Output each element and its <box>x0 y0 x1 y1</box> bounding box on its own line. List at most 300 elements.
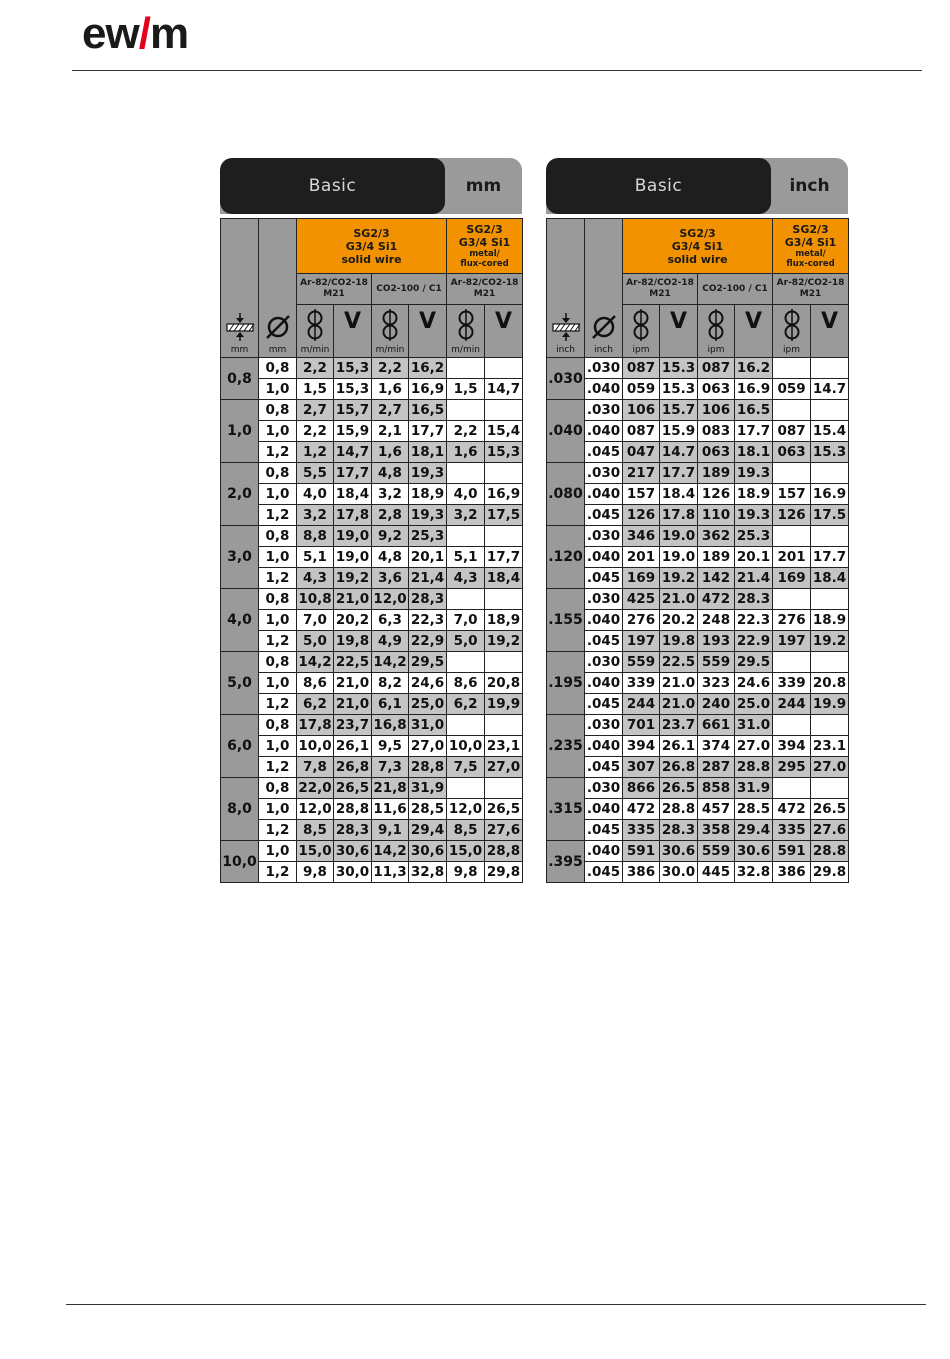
voltage-value: 17.7 <box>811 547 849 568</box>
wire-speed-value: 1,6 <box>372 442 409 463</box>
voltage-value: 17,7 <box>334 463 372 484</box>
wire-speed-value: 2,2 <box>447 421 485 442</box>
gas-c1: CO2-100 / C1 <box>372 274 447 305</box>
wire-speed-value: 6,2 <box>447 694 485 715</box>
wire-speed-value: 2,8 <box>372 505 409 526</box>
wire-speed-value <box>773 715 811 736</box>
diameter-header <box>585 219 623 358</box>
wire-line: metal/ <box>795 249 826 259</box>
wire-speed-value: 9,8 <box>297 862 334 883</box>
wire-speed-value: 346 <box>623 526 660 547</box>
solid-wire-label <box>623 219 773 274</box>
diameter-value: .030 <box>585 652 623 673</box>
gas-line: M21 <box>799 289 822 299</box>
diameter-value: 1,2 <box>259 862 297 883</box>
diameter-value: 1,0 <box>259 673 297 694</box>
voltage-value: 17.7 <box>735 421 773 442</box>
wire-speed-value: 110 <box>698 505 735 526</box>
voltage-value: 16,9 <box>409 379 447 400</box>
wire-line: G3/4 Si1 <box>345 239 398 253</box>
voltage-value: 22.5 <box>660 652 698 673</box>
solid-wire-label <box>297 219 447 274</box>
table-row <box>547 421 849 442</box>
voltage-header <box>334 305 372 358</box>
wire-speed-header <box>623 305 660 358</box>
wire-speed-value: 8,8 <box>297 526 334 547</box>
wire-speed-value <box>447 400 485 421</box>
wire-speed-value: 335 <box>623 820 660 841</box>
gas-line: Ar-82/CO2-18 <box>626 278 694 288</box>
diameter-value: 1,0 <box>259 421 297 442</box>
unit-text: m/min <box>300 345 330 355</box>
icon-wrap <box>773 309 810 348</box>
thickness-value: .195 <box>547 652 585 715</box>
voltage-value: 21.4 <box>735 568 773 589</box>
wire-speed-value: 276 <box>623 610 660 631</box>
voltage-value: 15.3 <box>811 442 849 463</box>
voltage-value: 26,5 <box>485 799 523 820</box>
wire-speed-value: 1,2 <box>297 442 334 463</box>
voltage-value: 19,3 <box>409 505 447 526</box>
voltage-value: 32,8 <box>409 862 447 883</box>
table-row <box>547 358 849 379</box>
thickness-value: .030 <box>547 358 585 400</box>
voltage-value: 29.4 <box>735 820 773 841</box>
voltage-value: 27,6 <box>485 820 523 841</box>
voltage-icon: V <box>745 309 763 334</box>
wire-speed-value: 126 <box>773 505 811 526</box>
voltage-value: 20,1 <box>409 547 447 568</box>
gas-m21 <box>623 274 698 305</box>
wire-speed-value: 457 <box>698 799 735 820</box>
wire-speed-value: 14,2 <box>297 652 334 673</box>
voltage-value: 23.7 <box>660 715 698 736</box>
wire-feed-icon <box>630 309 652 341</box>
voltage-value: 31,0 <box>409 715 447 736</box>
wire-speed-value: 11,3 <box>372 862 409 883</box>
wire-speed-value: 701 <box>623 715 660 736</box>
voltage-value: 19.0 <box>660 547 698 568</box>
voltage-value: 15.4 <box>811 421 849 442</box>
flux-cored-label <box>447 219 523 274</box>
voltage-value: 19.3 <box>735 463 773 484</box>
wire-feed-icon <box>705 309 727 341</box>
thickness-value: .120 <box>547 526 585 589</box>
wire-line: flux-cored <box>460 259 509 269</box>
thickness-value: 0,8 <box>221 358 259 400</box>
wire-speed-value: 394 <box>773 736 811 757</box>
wire-speed-value: 087 <box>623 421 660 442</box>
wire-speed-value: 193 <box>698 631 735 652</box>
voltage-value <box>485 358 523 379</box>
voltage-value: 22,5 <box>334 652 372 673</box>
plate-thickness-icon <box>551 313 581 341</box>
wire-speed-value: 362 <box>698 526 735 547</box>
wire-speed-value: 858 <box>698 778 735 799</box>
diameter-value: 0,8 <box>259 778 297 799</box>
wire-speed-value: 106 <box>698 400 735 421</box>
table-row <box>547 694 849 715</box>
wire-speed-value <box>773 778 811 799</box>
voltage-value: 17,8 <box>334 505 372 526</box>
wire-speed-value: 9,2 <box>372 526 409 547</box>
diameter-value: .045 <box>585 862 623 883</box>
wire-speed-value: 358 <box>698 820 735 841</box>
wire-speed-value: 11,6 <box>372 799 409 820</box>
unit-text: inch <box>556 345 575 355</box>
diameter-value: 1,2 <box>259 757 297 778</box>
voltage-value: 23,7 <box>334 715 372 736</box>
wire-speed-value: 3,6 <box>372 568 409 589</box>
voltage-value: 16.2 <box>735 358 773 379</box>
flux-cored-label <box>773 219 849 274</box>
unit-label: mm <box>465 176 502 196</box>
table-row <box>547 673 849 694</box>
table-row <box>221 505 523 526</box>
voltage-value: 19.2 <box>660 568 698 589</box>
voltage-value: 23.1 <box>811 736 849 757</box>
voltage-header <box>485 305 523 358</box>
wire-speed-value: 591 <box>623 841 660 862</box>
voltage-value: 26.5 <box>660 778 698 799</box>
wire-speed-value: 4,0 <box>297 484 334 505</box>
wire-speed-value: 9,5 <box>372 736 409 757</box>
table-row <box>221 442 523 463</box>
table-row <box>221 421 523 442</box>
voltage-header <box>735 305 773 358</box>
voltage-value: 16,2 <box>409 358 447 379</box>
wire-speed-value: 7,8 <box>297 757 334 778</box>
wire-speed-value: 10,8 <box>297 589 334 610</box>
wire-speed-value: 197 <box>623 631 660 652</box>
wire-speed-value: 217 <box>623 463 660 484</box>
voltage-value: 27.0 <box>811 757 849 778</box>
wire-speed-value: 240 <box>698 694 735 715</box>
wire-speed-value: 4,3 <box>447 568 485 589</box>
table-row <box>221 694 523 715</box>
voltage-value: 26.5 <box>811 799 849 820</box>
wire-speed-value: 059 <box>623 379 660 400</box>
wire-speed-value: 472 <box>698 589 735 610</box>
voltage-value: 28,8 <box>485 841 523 862</box>
wire-speed-value: 059 <box>773 379 811 400</box>
voltage-value: 26,1 <box>334 736 372 757</box>
mode-label: Basic <box>220 158 445 214</box>
voltage-header <box>409 305 447 358</box>
wire-speed-value: 4,8 <box>372 463 409 484</box>
voltage-value: 16,5 <box>409 400 447 421</box>
wire-speed-value: 5,0 <box>297 631 334 652</box>
voltage-value: 25.0 <box>735 694 773 715</box>
wire-speed-value <box>773 463 811 484</box>
diameter-value: 1,0 <box>259 736 297 757</box>
diameter-value: .030 <box>585 778 623 799</box>
wire-speed-value: 7,5 <box>447 757 485 778</box>
voltage-value <box>485 526 523 547</box>
voltage-value: 15.3 <box>660 379 698 400</box>
wire-speed-value: 063 <box>773 442 811 463</box>
voltage-value: 22.3 <box>735 610 773 631</box>
wire-speed-value: 22,0 <box>297 778 334 799</box>
diameter-value: .045 <box>585 631 623 652</box>
wire-speed-value: 4,9 <box>372 631 409 652</box>
voltage-value: 18,9 <box>485 610 523 631</box>
voltage-value <box>485 400 523 421</box>
table-row <box>547 799 849 820</box>
voltage-value: 15,9 <box>334 421 372 442</box>
table-row <box>221 463 523 484</box>
wire-speed-value: 386 <box>623 862 660 883</box>
diameter-value: .040 <box>585 610 623 631</box>
diameter-value: .040 <box>585 799 623 820</box>
voltage-value: 28.8 <box>735 757 773 778</box>
diameter-value: .045 <box>585 442 623 463</box>
wire-speed-value <box>773 358 811 379</box>
wire-speed-value: 3,2 <box>372 484 409 505</box>
diameter-value: 0,8 <box>259 589 297 610</box>
table-row <box>547 463 849 484</box>
voltage-icon: V <box>821 309 839 334</box>
voltage-value: 29,5 <box>409 652 447 673</box>
voltage-value: 19,3 <box>409 463 447 484</box>
thickness-value: .315 <box>547 778 585 841</box>
voltage-value: 27,0 <box>485 757 523 778</box>
voltage-value <box>811 778 849 799</box>
diameter-value: 0,8 <box>259 652 297 673</box>
wire-speed-value: 9,8 <box>447 862 485 883</box>
ewm-logo: ew/m <box>82 9 189 58</box>
voltage-value: 27,0 <box>409 736 447 757</box>
voltage-value: 19,8 <box>334 631 372 652</box>
thickness-value: .235 <box>547 715 585 778</box>
table-row <box>547 400 849 421</box>
diameter-value: 1,2 <box>259 694 297 715</box>
wire-speed-value: 17,8 <box>297 715 334 736</box>
table-row <box>221 820 523 841</box>
table-row <box>547 379 849 400</box>
table-row <box>221 610 523 631</box>
mm-header <box>220 158 522 214</box>
table-row <box>221 841 523 862</box>
voltage-value <box>811 526 849 547</box>
wire-speed-value: 276 <box>773 610 811 631</box>
voltage-value: 19,2 <box>485 631 523 652</box>
voltage-value: 17.8 <box>660 505 698 526</box>
table-row <box>547 505 849 526</box>
unit-text: m/min <box>451 345 480 355</box>
thickness-value: 6,0 <box>221 715 259 778</box>
voltage-value: 18.4 <box>660 484 698 505</box>
unit-label: inch <box>789 176 830 196</box>
wire-speed-value: 201 <box>623 547 660 568</box>
wire-speed-value: 323 <box>698 673 735 694</box>
wire-speed-value <box>773 652 811 673</box>
diameter-value: 0,8 <box>259 526 297 547</box>
wire-speed-value: 157 <box>773 484 811 505</box>
wire-speed-value: 157 <box>623 484 660 505</box>
diameter-value: .030 <box>585 463 623 484</box>
voltage-value: 19.0 <box>660 526 698 547</box>
voltage-header <box>660 305 698 358</box>
diameter-value: 0,8 <box>259 715 297 736</box>
wire-feed-icon <box>455 309 477 341</box>
wire-line: flux-cored <box>786 259 835 269</box>
wire-speed-value: 472 <box>623 799 660 820</box>
wire-speed-value <box>447 526 485 547</box>
wire-speed-header <box>773 305 811 358</box>
voltage-value: 15.7 <box>660 400 698 421</box>
wire-speed-value: 591 <box>773 841 811 862</box>
voltage-value <box>485 778 523 799</box>
diameter-value: 1,0 <box>259 841 297 862</box>
wire-speed-value: 5,1 <box>447 547 485 568</box>
wire-speed-value: 15,0 <box>297 841 334 862</box>
unit-text: ipm <box>632 345 650 355</box>
voltage-value: 15.9 <box>660 421 698 442</box>
wire-line: SG2/3 <box>353 226 390 240</box>
wire-line: SG2/3 <box>466 223 503 236</box>
voltage-value: 30.6 <box>660 841 698 862</box>
voltage-value: 21.0 <box>660 673 698 694</box>
voltage-value <box>811 652 849 673</box>
icon-wrap <box>372 309 408 348</box>
wire-speed-value: 1,6 <box>372 379 409 400</box>
diameter-value: 1,2 <box>259 631 297 652</box>
wire-speed-value: 10,0 <box>447 736 485 757</box>
wire-speed-value: 6,1 <box>372 694 409 715</box>
wire-speed-value: 12,0 <box>372 589 409 610</box>
voltage-value: 17,7 <box>485 547 523 568</box>
wire-feed-icon <box>304 309 326 341</box>
voltage-value: 28,3 <box>409 589 447 610</box>
voltage-value <box>811 715 849 736</box>
diameter-icon <box>590 313 618 341</box>
wire-speed-value: 189 <box>698 547 735 568</box>
diameter-value: .040 <box>585 421 623 442</box>
table-row <box>547 526 849 547</box>
gas-m21 <box>297 274 372 305</box>
voltage-value: 28.8 <box>660 799 698 820</box>
voltage-value: 31,9 <box>409 778 447 799</box>
gas-line: M21 <box>323 289 345 299</box>
wire-speed-value: 866 <box>623 778 660 799</box>
wire-speed-value <box>447 589 485 610</box>
voltage-value: 16.9 <box>811 484 849 505</box>
voltage-value: 17.7 <box>660 463 698 484</box>
table-row <box>547 841 849 862</box>
wire-speed-value: 12,0 <box>447 799 485 820</box>
voltage-value: 14.7 <box>811 379 849 400</box>
voltage-value: 20.1 <box>735 547 773 568</box>
unit-text: ipm <box>707 345 725 355</box>
voltage-value: 18.9 <box>811 610 849 631</box>
gas-c1: CO2-100 / C1 <box>698 274 773 305</box>
icon-wrap <box>623 309 659 348</box>
wire-speed-value: 5,1 <box>297 547 334 568</box>
voltage-value: 25,0 <box>409 694 447 715</box>
diameter-value: 1,2 <box>259 568 297 589</box>
wire-speed-value: 8,6 <box>297 673 334 694</box>
voltage-value: 15.3 <box>660 358 698 379</box>
voltage-value: 16.5 <box>735 400 773 421</box>
voltage-value: 14,7 <box>485 379 523 400</box>
diameter-value: 1,0 <box>259 547 297 568</box>
wire-speed-value: 201 <box>773 547 811 568</box>
voltage-value: 22,9 <box>409 631 447 652</box>
wire-type-row <box>547 219 849 274</box>
voltage-value: 18.1 <box>735 442 773 463</box>
thickness-value: 1,0 <box>221 400 259 463</box>
icon-wrap <box>297 309 333 348</box>
voltage-value: 30,6 <box>334 841 372 862</box>
voltage-value: 30.6 <box>735 841 773 862</box>
wire-speed-value: 189 <box>698 463 735 484</box>
voltage-value: 20.2 <box>660 610 698 631</box>
table-row <box>547 568 849 589</box>
wire-speed-header <box>372 305 409 358</box>
diameter-icon <box>264 313 292 341</box>
wire-speed-value: 2,2 <box>372 358 409 379</box>
table-row <box>221 778 523 799</box>
table-row <box>547 778 849 799</box>
wire-speed-value <box>773 400 811 421</box>
voltage-icon: V <box>419 309 437 334</box>
wire-speed-value: 295 <box>773 757 811 778</box>
voltage-icon: V <box>669 309 688 334</box>
wire-speed-value: 244 <box>773 694 811 715</box>
voltage-value: 15,7 <box>334 400 372 421</box>
wire-speed-value: 169 <box>773 568 811 589</box>
thickness-header <box>547 219 585 358</box>
wire-line: G3/4 Si1 <box>784 236 837 249</box>
icon-wrap <box>447 309 484 348</box>
voltage-value: 19,2 <box>334 568 372 589</box>
wire-speed-value: 14,2 <box>372 652 409 673</box>
inch-parameter-table <box>546 218 849 883</box>
voltage-value: 18,1 <box>409 442 447 463</box>
diameter-value: 0,8 <box>259 400 297 421</box>
gas-m21-flux <box>447 274 523 305</box>
wire-speed-value: 047 <box>623 442 660 463</box>
voltage-value: 15,3 <box>485 442 523 463</box>
voltage-value: 16,9 <box>485 484 523 505</box>
wire-type-row <box>221 219 523 274</box>
unit-text: mm <box>268 345 287 355</box>
voltage-value: 26,5 <box>334 778 372 799</box>
wire-line: solid wire <box>667 252 728 266</box>
table-row <box>547 862 849 883</box>
wire-speed-value: 307 <box>623 757 660 778</box>
voltage-value: 20,8 <box>485 673 523 694</box>
voltage-value <box>811 463 849 484</box>
voltage-value: 14.7 <box>660 442 698 463</box>
voltage-value: 26.1 <box>660 736 698 757</box>
wire-speed-value: 087 <box>698 358 735 379</box>
diameter-value: .045 <box>585 568 623 589</box>
wire-speed-value: 142 <box>698 568 735 589</box>
voltage-value: 18,9 <box>409 484 447 505</box>
voltage-value: 24,6 <box>409 673 447 694</box>
footer-rule <box>66 1304 926 1305</box>
voltage-value: 28.5 <box>735 799 773 820</box>
wire-speed-value: 12,0 <box>297 799 334 820</box>
voltage-value: 29.5 <box>735 652 773 673</box>
wire-speed-value: 374 <box>698 736 735 757</box>
voltage-value: 19.8 <box>660 631 698 652</box>
wire-speed-value: 445 <box>698 862 735 883</box>
wire-speed-value <box>773 526 811 547</box>
wire-speed-value: 335 <box>773 820 811 841</box>
